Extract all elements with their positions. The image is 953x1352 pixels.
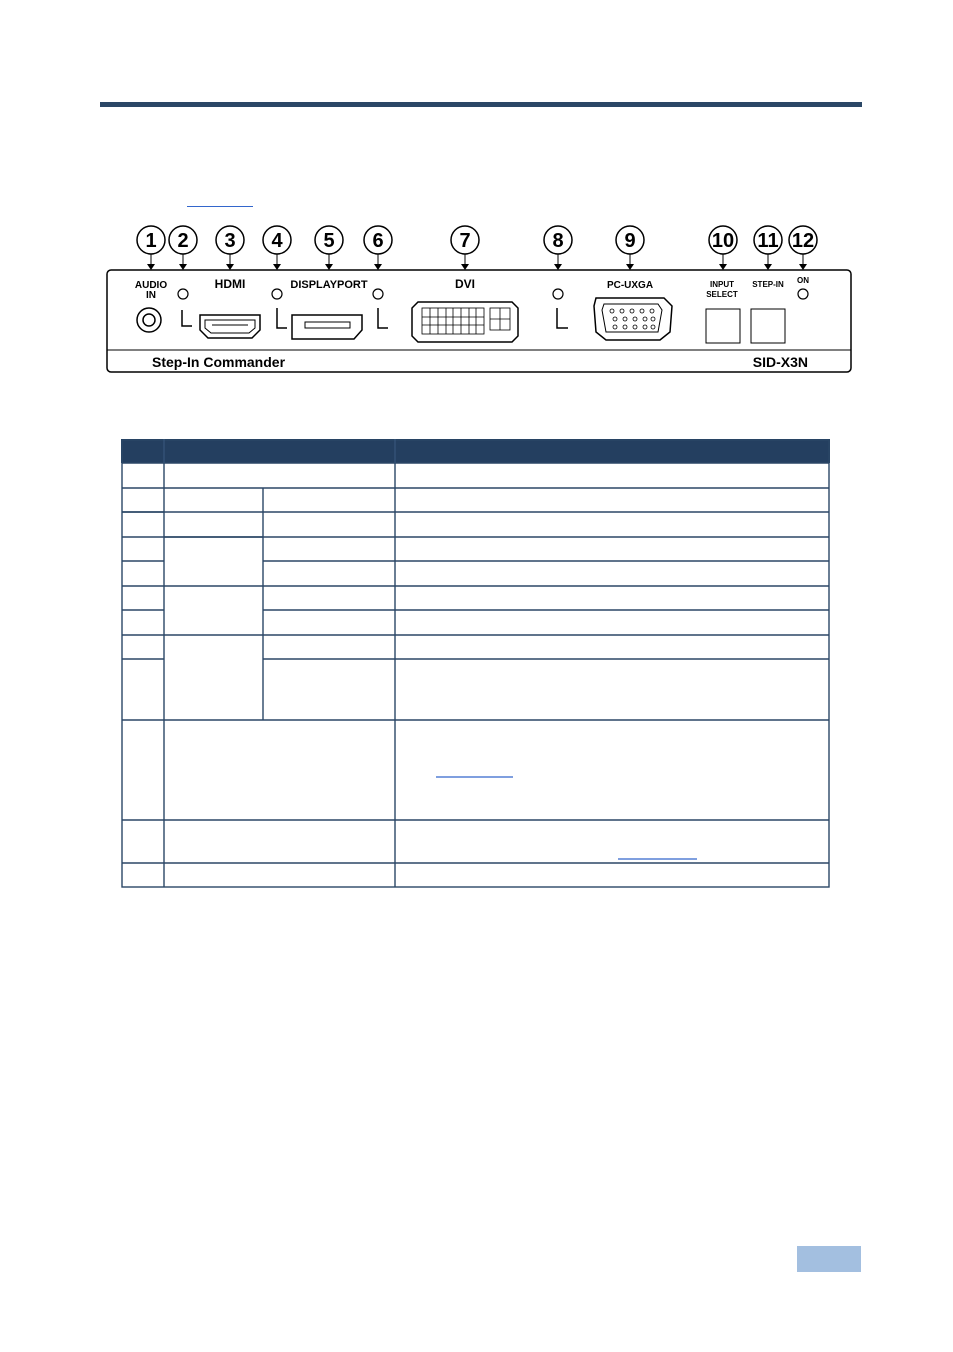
page-number-box [797,1246,861,1272]
callout-6 [364,226,392,270]
hdmi-port-icon [200,315,260,338]
callout-12 [789,226,817,270]
table-header-row [121,439,830,463]
audio-in-label-2: IN [146,290,156,301]
displayport-port-icon [292,315,362,339]
svg-text:12: 12 [791,230,815,252]
callout-7 [451,226,479,270]
top-rule [100,102,862,107]
svg-text:1: 1 [145,230,157,252]
callout-9 [616,226,644,270]
step-in-button[interactable] [751,309,785,343]
svg-text:5: 5 [323,230,335,252]
callout-10 [709,226,737,270]
audio-jack-icon [137,308,161,332]
svg-text:7: 7 [459,230,471,252]
input-select-button[interactable] [706,309,740,343]
product-name: Step-In Commander [152,354,286,370]
svg-text:9: 9 [624,230,636,252]
figure-reference-link[interactable] [187,196,253,207]
callout-8 [544,226,572,270]
rear-panel-diagram [100,222,860,382]
audio-in-label: AUDIO [134,280,168,291]
svg-text:6: 6 [372,230,384,252]
svg-text:8: 8 [552,230,564,252]
svg-text:2: 2 [177,230,189,252]
table-grid [122,440,829,887]
pc-uxga-label: PC-UXGA [606,280,654,291]
model-name: SID-X3N [752,354,808,370]
callout-3 [216,226,244,270]
callout-11 [754,226,782,270]
on-led-icon [798,289,808,299]
callout-2 [169,226,197,270]
callout-1 [137,226,165,270]
vga-port-icon [594,298,672,340]
callout-4 [263,226,291,270]
dvi-port-icon [412,302,518,342]
input-select-label-2: SELECT [706,290,738,299]
svg-text:3: 3 [224,230,236,252]
svg-text:10: 10 [711,230,735,252]
svg-text:4: 4 [271,230,283,252]
displayport-label: DISPLAYPORT [290,279,368,291]
on-label: ON [797,276,809,285]
step-in-label: STEP-IN [752,280,784,289]
hdmi-label: HDMI [214,277,246,291]
feature-table [121,439,830,888]
callout-5 [315,226,343,270]
input-select-label: INPUT [710,280,734,289]
svg-text:11: 11 [757,230,779,252]
dvi-label: DVI [454,277,476,291]
